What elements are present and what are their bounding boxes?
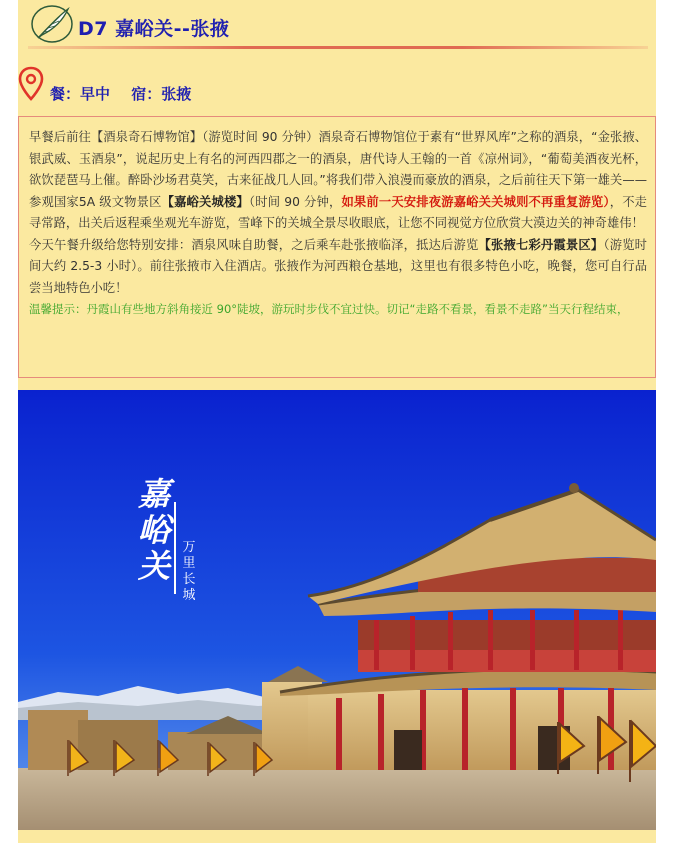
- jiayuguan-photo: [18, 390, 656, 830]
- highlight-danxia: 【张掖七彩丹霞景区】: [478, 237, 604, 252]
- highlight-jiayuguan: 【嘉峪关城楼】: [161, 194, 249, 209]
- feather-icon: [30, 4, 74, 44]
- photo-title-divider: [174, 502, 176, 594]
- itinerary-description: [18, 116, 656, 378]
- lodging-label: 宿：张掖: [131, 85, 192, 103]
- photo-subtitle: 万里长城: [182, 540, 196, 603]
- travel-tip: 温馨提示：丹霞山有些地方斜角接近 90°陡坡，游玩时步伐不宜过快。切记“走路不看景，看景不走路”当天行程结束，: [29, 302, 629, 316]
- itinerary-paragraph-1: 早餐后前往【酒泉奇石博物馆】（游览时间 90 分钟）酒泉奇石博物馆位于素有“世界风库”之称的酒泉，“金张掖、银武威、玉酒泉”，说起历史上有名的河西四郡之一的酒泉，唐代诗人王翰的一首《凉州词》，“葡萄美酒夜光杯，欲饮琵琶马上催。醉卧沙场君莫笑，古来征战几人回。”将我们带入浪漫而豪放的酒泉，之后前往天下第一雄关——参观国家5A 级文物景区【嘉峪关城楼】（时间 90 分钟，如果前一天安排夜游嘉峪关关城则不再重复游览），不走寻常路，出关后返程乘坐观光车游览，雪峰下的关城全景尽收眼底，让您不同视觉方位欣赏大漠边关的神奇雄伟！: [29, 130, 647, 230]
- itinerary-day-card: [18, 0, 656, 843]
- photo-title: 嘉峪关: [137, 475, 170, 585]
- meal-lodging-row: [18, 66, 656, 106]
- warning-note: 如果前一天安排夜游嘉峪关关城则不再重复游览）: [341, 194, 610, 209]
- day-header: [18, 0, 656, 48]
- itinerary-paragraph-2: 今天午餐升级给您特别安排：酒泉风味自助餐，之后乘车赴张掖临泽，抵达后游览【张掖七彩丹霞景区】（游览时间大约 2.5-3 小时）。前往张掖市入住酒店。张掖作为河西粮仓基地，这里也有很多特色小吃，晚餐，您可自行品尝当地特色小吃！: [29, 237, 647, 295]
- title-divider: [28, 46, 648, 49]
- meal-info: [50, 83, 207, 104]
- day-title: D7 嘉峪关--张掖: [78, 18, 230, 40]
- meal-label: 餐：早中: [50, 85, 111, 103]
- location-pin-icon: [18, 66, 44, 102]
